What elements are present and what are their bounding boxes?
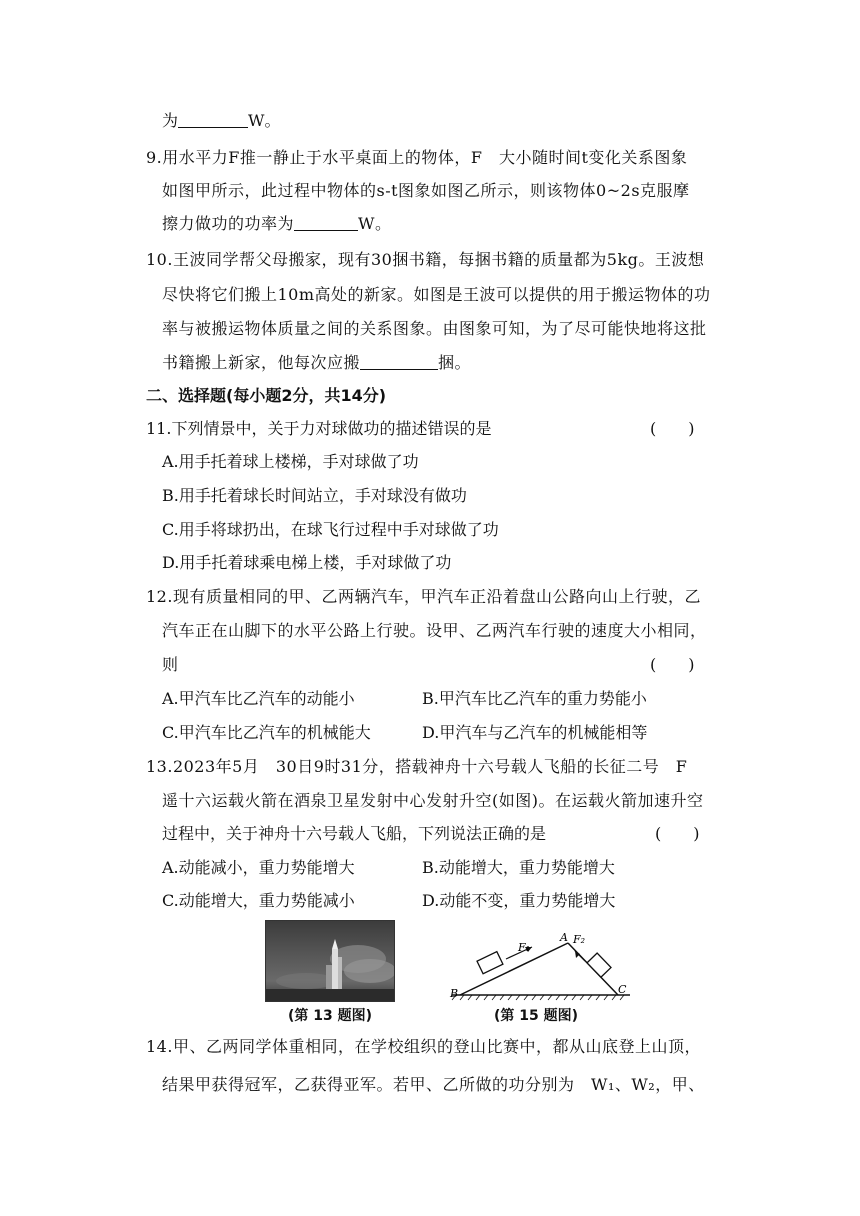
question-12-line-3: 则 [162, 655, 179, 674]
line-text: W。 [248, 111, 281, 130]
question-13-line-3: 过程中，关于神舟十六号载人飞船，下列说法正确的是 [162, 824, 547, 843]
text-line [162, 110, 280, 132]
question-10-line-1: 10.王波同学帮父母搬家，现有30捆书籍，每捆书籍的质量都为5kg。王波想 [146, 250, 705, 269]
rocket-launch-photo [265, 920, 395, 1002]
option-a: A.动能减小，重力势能增大 [162, 858, 355, 877]
question-9-line-3 [162, 213, 391, 235]
option-b: B.动能增大，重力势能增大 [422, 858, 615, 877]
answer-parentheses[interactable]: ( ) [655, 824, 700, 843]
question-12-line-2: 汽车正在山脚下的水平公路上行驶。设甲、乙两汽车行驶的速度大小相同， [162, 621, 707, 640]
label-c: C [618, 983, 627, 996]
question-13-line-1: 13.2023年5月 30日9时31分，搭载神舟十六号载人飞船的长征二号 F [146, 757, 688, 776]
answer-blank[interactable] [360, 353, 438, 370]
question-10-line-2: 尽快将它们搬上10m高处的新家。如图是王波可以提供的用于搬运物体的功 [162, 285, 711, 304]
question-9-line-2: 如图甲所示，此过程中物体的s-t图象如图乙所示，则该物体0~2s克服摩 [162, 181, 690, 200]
question-14-line-1: 14.甲、乙两同学体重相同，在学校组织的登山比赛中，都从山底登上山顶， [146, 1037, 701, 1056]
incline-figure-icon [446, 925, 636, 1005]
figure-13-caption: (第 13 题图) [288, 1008, 373, 1024]
question-9-line-1: 9.用水平力F推一静止于水平桌面上的物体，F 大小随时间t变化关系图象 [146, 148, 688, 167]
answer-parentheses[interactable]: ( ) [650, 655, 695, 674]
question-13-line-2: 遥十六运载火箭在酒泉卫星发射中心发射升空(如图)。在运载火箭加速升空 [162, 791, 704, 810]
question-12-line-1: 12.现有质量相同的甲、乙两辆汽车，甲汽车正沿着盘山公路向山上行驶，乙 [146, 587, 701, 606]
option-c: C.动能增大，重力势能减小 [162, 891, 355, 910]
option-d: D.动能不变，重力势能增大 [422, 891, 616, 910]
question-14-line-2: 结果甲获得冠军，乙获得亚军。若甲、乙所做的功分别为 W₁、W₂，甲、 [162, 1075, 705, 1094]
option-a: A.甲汽车比乙汽车的动能小 [162, 689, 355, 708]
section-title: 二、选择题(每小题2分，共14分) [146, 386, 387, 405]
label-a: A [560, 931, 568, 944]
option-b: B.甲汽车比乙汽车的重力势能小 [422, 689, 647, 708]
option-d: D.甲汽车与乙汽车的机械能相等 [422, 723, 648, 742]
line-text: 擦力做功的功率为 [162, 214, 295, 233]
rocket-scene-icon [266, 921, 394, 1001]
question-10-line-3: 率与被搬运物体质量之间的关系图象。由图象可知，为了尽可能快地将这批 [162, 319, 707, 338]
answer-blank[interactable] [294, 214, 358, 231]
line-text: 书籍搬上新家，他每次应搬 [162, 353, 361, 372]
line-text: 捆。 [438, 353, 472, 372]
line-text: W。 [358, 214, 392, 233]
option-c: C.甲汽车比乙汽车的机械能大 [162, 723, 371, 742]
option-c: C.用手将球扔出，在球飞行过程中手对球做了功 [162, 520, 499, 539]
answer-blank[interactable] [178, 111, 248, 128]
question-11-stem: 11.下列情景中，关于力对球做功的描述错误的是 [146, 419, 492, 438]
question-10-line-4 [162, 352, 471, 374]
answer-parentheses[interactable]: ( ) [650, 419, 695, 438]
incline-diagram [446, 925, 636, 1005]
option-d: D.用手托着球乘电梯上楼，手对球做了功 [162, 553, 452, 572]
figure-15-caption: (第 15 题图) [494, 1008, 579, 1024]
option-b: B.用手托着球长时间站立，手对球没有做功 [162, 486, 467, 505]
label-b: B [450, 987, 459, 1000]
label-f2: F₂ [573, 933, 586, 946]
line-text: 为 [162, 111, 179, 130]
label-f1: F₁ [518, 941, 531, 954]
option-a: A.用手托着球上楼梯，手对球做了功 [162, 452, 419, 471]
